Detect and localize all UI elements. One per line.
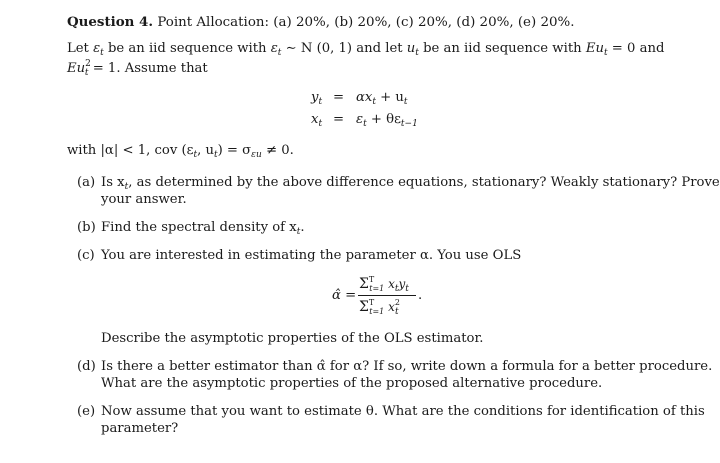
eq1-equals: = <box>333 90 345 105</box>
estimator-denominator: $\Sigma^T_{t=1}$ $x^2_t$ <box>359 298 400 317</box>
intro-text: be an iid sequence with <box>103 41 271 56</box>
point-allocation: Point Allocation: (a) 20%, (b) 20%, (c) 20%, (d) 20%, (e) 20%. <box>157 15 575 30</box>
part-e-line-2: parameter? <box>101 421 179 436</box>
part-c-text: You are interested in estimating the parameter α. You use OLS <box>101 248 522 263</box>
part-b-text: Find the spectral density of $x_t$. <box>101 220 305 237</box>
intro-text: and let <box>352 41 407 56</box>
part-d-label: (d) <box>77 359 96 374</box>
expectation-u: Eu <box>585 41 604 56</box>
u-symbol: u <box>406 41 416 56</box>
part-a-line-1: Is $x_t$, as determined by the above difference equations, stationary? Weakly stationary? Prove <box>101 175 720 192</box>
eq1-rhs: $\alpha x_t + u_t$ <box>356 90 408 107</box>
intro-line-2: $Eu^2_t = 1$. Assume that <box>67 59 208 78</box>
intro-line-1: Let $\varepsilon_t$ be an iid sequence with $\varepsilon_t$ ∼ N (0, 1) and let $u_t$ be an iid sequence with $Eu_t = 0$ and <box>67 41 665 58</box>
eq2-equals: = <box>333 112 345 127</box>
part-d-line-1: Is there a better estimator than α̂ for α? If so, write down a formula for a better procedure. <box>101 359 713 374</box>
normal-dist: ∼ N (0, 1) <box>285 41 353 56</box>
intro-text: Let <box>67 41 94 56</box>
intro-text: be an iid sequence with <box>418 41 586 56</box>
question-header <box>67 14 574 30</box>
estimator-period: . <box>418 288 423 303</box>
fraction-bar <box>358 295 416 296</box>
estimator-numerator: $\Sigma^T_{t=1}$ $x_ty_t$ <box>359 275 409 294</box>
intro-text: . Assume that <box>116 61 208 76</box>
one-value: = 1 <box>92 61 117 76</box>
condition-line: with |α| < 1, cov ($\varepsilon_t$, $u_t) = \sigma_{\varepsilon u} \ne 0$. <box>67 143 294 160</box>
eq2-rhs: $\varepsilon_t + \theta\varepsilon_{t-1}$ <box>356 112 418 129</box>
eq2-lhs: $x_t$ <box>311 112 323 129</box>
part-c-followup: Describe the asymptotic properties of the OLS estimator. <box>101 331 484 346</box>
intro-text: and <box>635 41 665 56</box>
part-e-label: (e) <box>77 404 96 419</box>
part-a-line-2: your answer. <box>101 192 187 207</box>
question-label: Question 4. <box>67 14 154 30</box>
part-c-label: (c) <box>77 248 95 263</box>
zero-value: = 0 <box>611 41 636 56</box>
estimator-lhs: α̂ = <box>332 288 357 303</box>
part-a-label: (a) <box>77 175 96 190</box>
part-b-label: (b) <box>77 220 96 235</box>
eps-symbol: ε <box>93 41 101 56</box>
eq1-lhs: $y_t$ <box>311 90 323 107</box>
part-e-line-1: Now assume that you want to estimate θ. What are the conditions for identification of this <box>101 404 705 419</box>
part-d-line-2: What are the asymptotic properties of the proposed alternative procedure. <box>101 376 603 391</box>
